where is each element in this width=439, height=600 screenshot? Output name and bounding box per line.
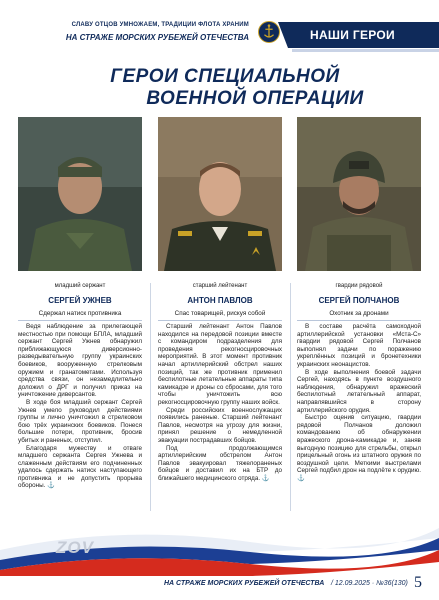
zov-watermark: ZOV [56, 538, 94, 557]
column-divider [290, 283, 291, 511]
hero-2-name: АНТОН ПАВЛОВ [187, 296, 253, 305]
hero-3-paragraph: В ходе выполнения боевой задачи Сергей, находясь в пункте воздушного наблюдения, обнаружил вражеский беспилотный летательный аппарат, направлявшийся в сторону артиллерийского орудия. [297, 368, 421, 414]
header-slogan: СЛАВУ ОТЦОВ УМНОЖАЕМ, ТРАДИЦИИ ФЛОТА ХРАНИМ [71, 22, 249, 28]
hero-3-portrait [297, 117, 421, 271]
hero-1-name: СЕРГЕЙ УЖНЕВ [48, 296, 112, 305]
title-line-2: ВОЕННОЙ ОПЕРАЦИИ [146, 88, 364, 109]
column-divider [150, 283, 151, 511]
hero-1-portrait [18, 117, 142, 271]
hero-1-divider [18, 320, 142, 321]
title-line-1: ГЕРОИ СПЕЦИАЛЬНОЙ [110, 66, 340, 87]
hero-2-rank: старший лейтенант [192, 283, 248, 289]
navy-emblem-icon [258, 21, 280, 43]
hero-2-story [158, 323, 282, 482]
hero-2-paragraph: Под продолжающимся артиллерийским обстрелом Антон Павлов эвакуировал тяжелораненых бойцов и доставил их на БТР до ближайшего медицинского отряда. ⚓ [158, 444, 282, 482]
hero-3-story [297, 323, 421, 482]
section-badge [288, 22, 439, 48]
header-stripe [292, 49, 439, 52]
hero-1-paragraph: Ведя наблюдение за прилегающей местностью при помощи БПЛА, младший сержант Сергей Ужнев обнаружил приближающуюся диверсионно-разведывательную группу украинских боевиков, вооруженную стрелковым оружием и гранатометами. Используя средства связи, он незамедлительно доложил о ДРГ и получил приказ на уничтожение диверсантов. [18, 323, 142, 399]
hero-3-divider [297, 320, 421, 321]
hero-2-divider [158, 320, 282, 321]
footer-newspaper-name: НА СТРАЖЕ МОРСКИХ РУБЕЖЕЙ ОТЕЧЕСТВА [164, 580, 325, 587]
footer-issue: / 12.09.2025 · №36(130) [331, 580, 408, 587]
hero-1-rank: младший сержант [54, 283, 106, 289]
hero-1-paragraph: В ходе боя младший сержант Сергей Ужнев умело руководил действиями группы и лично уничтожил в стрелковом бою трёх украинских боевиков. Понеся большие потери, противник, бросив убитых и раненых, отступил. [18, 398, 142, 444]
hero-3-paragraph: Быстро оценив ситуацию, гвардии рядовой Полчанов доложил командованию об обнаружении вражеского дрона-камикадзе и, заняв выгодную позицию для стрельбы, открыл прицельный огонь из штатного оружия по воздушной цели. Меткими выстрелами Сергей подбил дрон на подлёте к орудию. ⚓ [297, 414, 421, 482]
page-header [0, 0, 439, 56]
hero-1-paragraph: Благодаря мужеству и отваге младшего сержанта Сергея Ужнева и слаженным действиям его подчиненных удалось сдержать натиск наступающего противника и не допустить прорыва обороны. ⚓ [18, 444, 142, 490]
header-newspaper-name: НА СТРАЖЕ МОРСКИХ РУБЕЖЕЙ ОТЕЧЕСТВА [65, 33, 249, 42]
hero-3-rank: гвардии рядовой [335, 283, 383, 289]
page-number: 5 [414, 574, 422, 591]
hero-3-paragraph: В составе расчёта самоходной артиллерийской установки «Мста-С» гвардии рядовой Сергей Полчанов выполнял задачи по поражению укреплённых позиций и бронетехники украинских неонацистов. [297, 323, 421, 368]
hero-1-subtitle: Сдержал натиск противника [38, 310, 122, 317]
section-label: НАШИ ГЕРОИ [310, 28, 395, 42]
hero-1-story [18, 323, 142, 490]
hero-3-name: СЕРГЕЙ ПОЛЧАНОВ [318, 296, 400, 305]
hero-2-paragraph: Старший лейтенант Антон Павлов находился на передовой позиции вместе с командиром подразделения для проведения рекогносцировочных мероприятий. В этот момент противник начал артиллерийский обстрел наших позиций, так же противник применил беспилотные летательные аппараты типа камикадзе и дроны со сбросами, для того чтобы уничтожить всю рекогносцировочную группу наших войск. [158, 323, 282, 406]
hero-2-portrait [158, 117, 282, 271]
page-title [60, 66, 390, 110]
hero-2-subtitle: Спас товарищей, рискуя собой [174, 310, 266, 317]
hero-2-paragraph: Среди российских военнослужащих появились раненые. Старший лейтенант Павлов, несмотря на угрозу для жизни, принял решение о немедленной эвакуации пострадавших бойцов. [158, 406, 282, 444]
hero-3-subtitle: Охотник за дронами [329, 310, 389, 317]
page-footer [0, 570, 439, 600]
